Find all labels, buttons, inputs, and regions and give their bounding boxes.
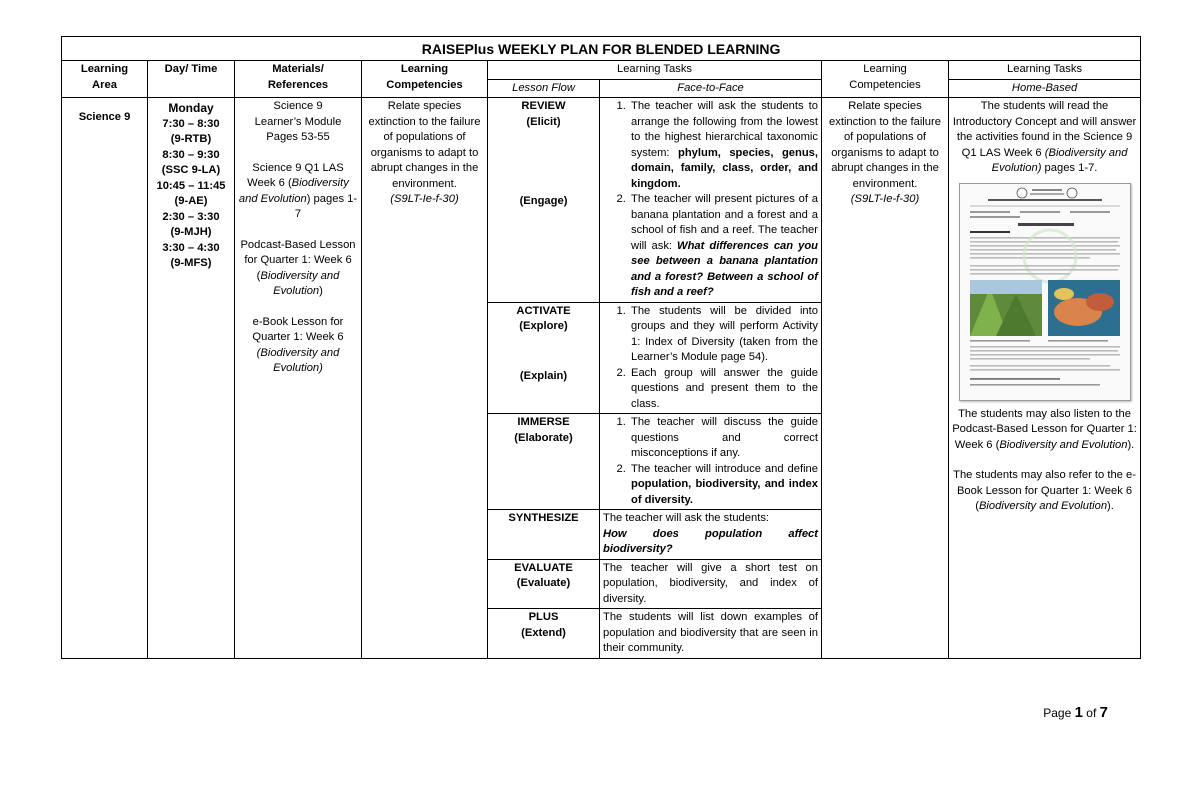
- competency-cell: [362, 98, 488, 659]
- home-task-3: The students may also refer to the e-Book Lesson for Quarter 1: Week 6 (Biodiversity and Evolution).: [953, 469, 1136, 512]
- flow-review: REVIEW (Elicit) (Engage): [488, 98, 600, 303]
- flow-activate: ACTIVATE (Explore) (Explain): [488, 302, 600, 414]
- competency-text-2: Relate species extinction to the failure of populations of organisms to adapt to abrupt changes in the environment.: [829, 100, 941, 190]
- task-item: 1. The teacher will ask the students to arrange the following from the lowest to the highest hierarchical taxonomic system: phylum, species, genus, domain, family, class, order, and kingdom.: [629, 99, 818, 192]
- task-item: 1. The students will be divided into groups and they will perform Activity 1: Index of Diversity (taken from the Learner’s Module page 54).: [629, 304, 818, 366]
- learning-area-cell: Science 9: [62, 98, 148, 659]
- task-activate: [600, 302, 822, 414]
- home-task-2: The students may also listen to the Podcast-Based Lesson for Quarter 1: Week 6 (Biodiversity and Evolution).: [952, 407, 1137, 451]
- header-competencies-2: Learning Competencies: [822, 61, 949, 98]
- task-immerse: [600, 414, 822, 510]
- header-materials: Materials/ References: [235, 61, 362, 98]
- materials-cell: [235, 98, 362, 659]
- task-synthesize: The teacher will ask the students: How does population affect biodiversity?: [600, 510, 822, 560]
- header-face-to-face: Face-to-Face: [600, 79, 822, 98]
- material-ebook: e-Book Lesson for Quarter 1: Week 6 (Biodiversity and Evolution): [252, 315, 344, 374]
- header-competencies: Learning Competencies: [362, 61, 488, 98]
- las-document-thumbnail: [959, 183, 1131, 401]
- page-number: Page 1 of 7: [1043, 704, 1108, 721]
- schedule-section: (9-MFS): [170, 257, 212, 269]
- schedule-section: (9-MJH): [170, 226, 212, 238]
- document-title: RAISEPlus WEEKLY PLAN FOR BLENDED LEARNING: [62, 37, 1141, 61]
- home-task-1: The students will read the Introductory Concept and will answer the activities found in the Science 9 Q1 LAS Week 6 (Biodiversity and Evolution) pages 1-7.: [952, 100, 1137, 174]
- task-list: [603, 99, 818, 301]
- schedule-section: (9-AE): [174, 195, 208, 207]
- document-preview-icon: [960, 184, 1130, 400]
- competency-code-2: (S9LT-Ie-f-30): [850, 193, 920, 205]
- competency-cell-2: [822, 98, 949, 659]
- header-learning-tasks-2: Learning Tasks: [949, 61, 1141, 80]
- material-las: Science 9 Q1 LAS Week 6 (Biodiversity and Evolution) pages 1-7: [238, 161, 358, 220]
- header-day-time: Day/ Time: [148, 61, 235, 98]
- flow-plus: PLUS (Extend): [488, 609, 600, 659]
- material-podcast: Podcast-Based Lesson for Quarter 1: Week 6 (Biodiversity and Evolution): [240, 238, 356, 297]
- schedule-time: 3:30 – 4:30: [162, 241, 220, 254]
- competency-text: Relate species extinction to the failure of populations of organisms to adapt to abrupt changes in the environment.: [368, 100, 481, 190]
- day-label: Monday: [168, 101, 214, 115]
- weekly-plan-table: [61, 36, 1141, 659]
- task-list: [603, 415, 818, 508]
- schedule-section: (9-RTB): [170, 133, 212, 145]
- home-based-cell: [949, 98, 1141, 659]
- task-item: 2. The teacher will introduce and define population, biodiversity, and index of diversity.: [629, 462, 818, 509]
- schedule-time: 7:30 – 8:30: [162, 117, 220, 130]
- task-item: 2. Each group will answer the guide questions and present them to the class.: [629, 366, 818, 413]
- schedule-section: (SSC 9-LA): [161, 164, 221, 176]
- flow-synthesize: SYNTHESIZE: [488, 510, 600, 560]
- header-lesson-flow: Lesson Flow: [488, 79, 600, 98]
- header-learning-tasks: Learning Tasks: [488, 61, 822, 80]
- schedule-time: 2:30 – 3:30: [162, 210, 220, 223]
- task-item: 1. The teacher will discuss the guide questions and correct misconceptions if any.: [629, 415, 818, 462]
- day-time-cell: [148, 98, 235, 659]
- schedule-time: 8:30 – 9:30: [162, 148, 220, 161]
- header-home-based: Home-Based: [949, 79, 1141, 98]
- flow-immerse: IMMERSE (Elaborate): [488, 414, 600, 510]
- header-learning-area: Learning Area: [62, 61, 148, 98]
- task-list: [603, 304, 818, 413]
- schedule-time: 10:45 – 11:45: [156, 179, 226, 192]
- flow-evaluate: EVALUATE (Evaluate): [488, 559, 600, 609]
- material-module: Science 9 Learner’s Module Pages 53-55: [254, 100, 342, 143]
- competency-code: (S9LT-Ie-f-30): [390, 193, 459, 205]
- task-item: 2. The teacher will present pictures of a banana plantation and a forest and a school of fish and a reef. The teacher will ask: What differences can you see between a banana plantation and a forest? Between a school of fish and a reef?: [629, 192, 818, 301]
- task-evaluate: The teacher will give a short test on population, biodiversity, and index of diversity.: [600, 559, 822, 609]
- task-review: [600, 98, 822, 303]
- task-plus: The students will list down examples of population and biodiversity that are seen in their community.: [600, 609, 822, 659]
